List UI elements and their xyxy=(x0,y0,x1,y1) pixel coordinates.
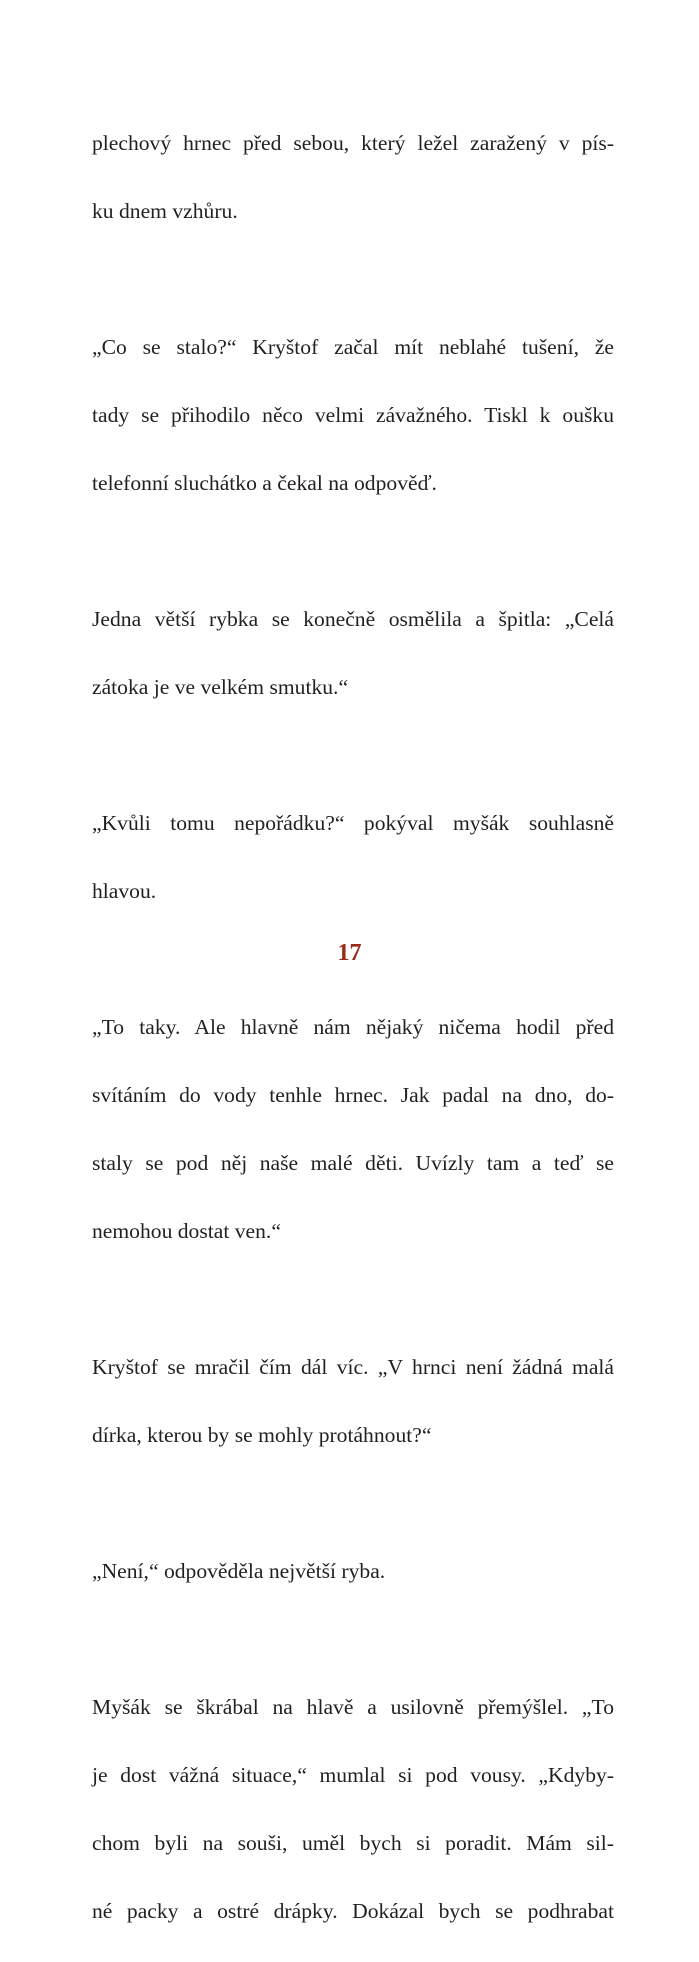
text-line: chom byli na souši, uměl bych si poradit. Mám sil- xyxy=(92,1831,614,1855)
text-line: hlavou. xyxy=(92,879,157,903)
body-text xyxy=(92,92,614,1962)
text-line: Myšák se škrábal na hlavě a usilovně přemýšlel. „To xyxy=(92,1695,614,1719)
text-line: zátoka je ve velkém smutku.“ xyxy=(92,675,349,699)
paragraph-8 xyxy=(92,1656,614,1962)
text-line: né packy a ostré drápky. Dokázal bych se podhrabat xyxy=(92,1899,614,1923)
paragraph-3 xyxy=(92,568,614,738)
text-line: dírka, kterou by se mohly protáhnout?“ xyxy=(92,1423,432,1447)
text-line: ku dnem vzhůru. xyxy=(92,199,238,223)
paragraph-5 xyxy=(92,976,614,1282)
text-line: je dost vážná situace,“ mumlal si pod vousy. „Kdyby- xyxy=(92,1763,614,1787)
text-line: Kryštof se mračil čím dál víc. „V hrnci není žádná malá xyxy=(92,1355,614,1379)
paragraph-2 xyxy=(92,296,614,534)
text-line: „Není,“ odpověděla největší ryba. xyxy=(92,1559,386,1583)
paragraph-7 xyxy=(92,1520,614,1622)
paragraph-1 xyxy=(92,92,614,262)
text-line: telefonní sluchátko a čekal na odpověď. xyxy=(92,471,437,495)
text-line: „Kvůli tomu nepořádku?“ pokýval myšák souhlasně xyxy=(92,811,614,835)
text-line: nemohou dostat ven.“ xyxy=(92,1219,281,1243)
text-line: tady se přihodilo něco velmi závažného. Tiskl k oušku xyxy=(92,403,614,427)
text-line: Jedna větší rybka se konečně osmělila a špitla: „Celá xyxy=(92,607,614,631)
page-number: 17 xyxy=(337,940,362,966)
text-line: plechový hrnec před sebou, který ležel zaražený v pís- xyxy=(92,131,614,155)
paragraph-4 xyxy=(92,772,614,942)
text-line: „To taky. Ale hlavně nám nějaký ničema hodil před xyxy=(92,1015,614,1039)
text-line: staly se pod něj naše malé děti. Uvízly tam a teď se xyxy=(92,1151,614,1175)
text-line: svítáním do vody tenhle hrnec. Jak padal na dno, do- xyxy=(92,1083,614,1107)
paragraph-6 xyxy=(92,1316,614,1486)
text-line: „Co se stalo?“ Kryštof začal mít neblahé tušení, že xyxy=(92,335,614,359)
